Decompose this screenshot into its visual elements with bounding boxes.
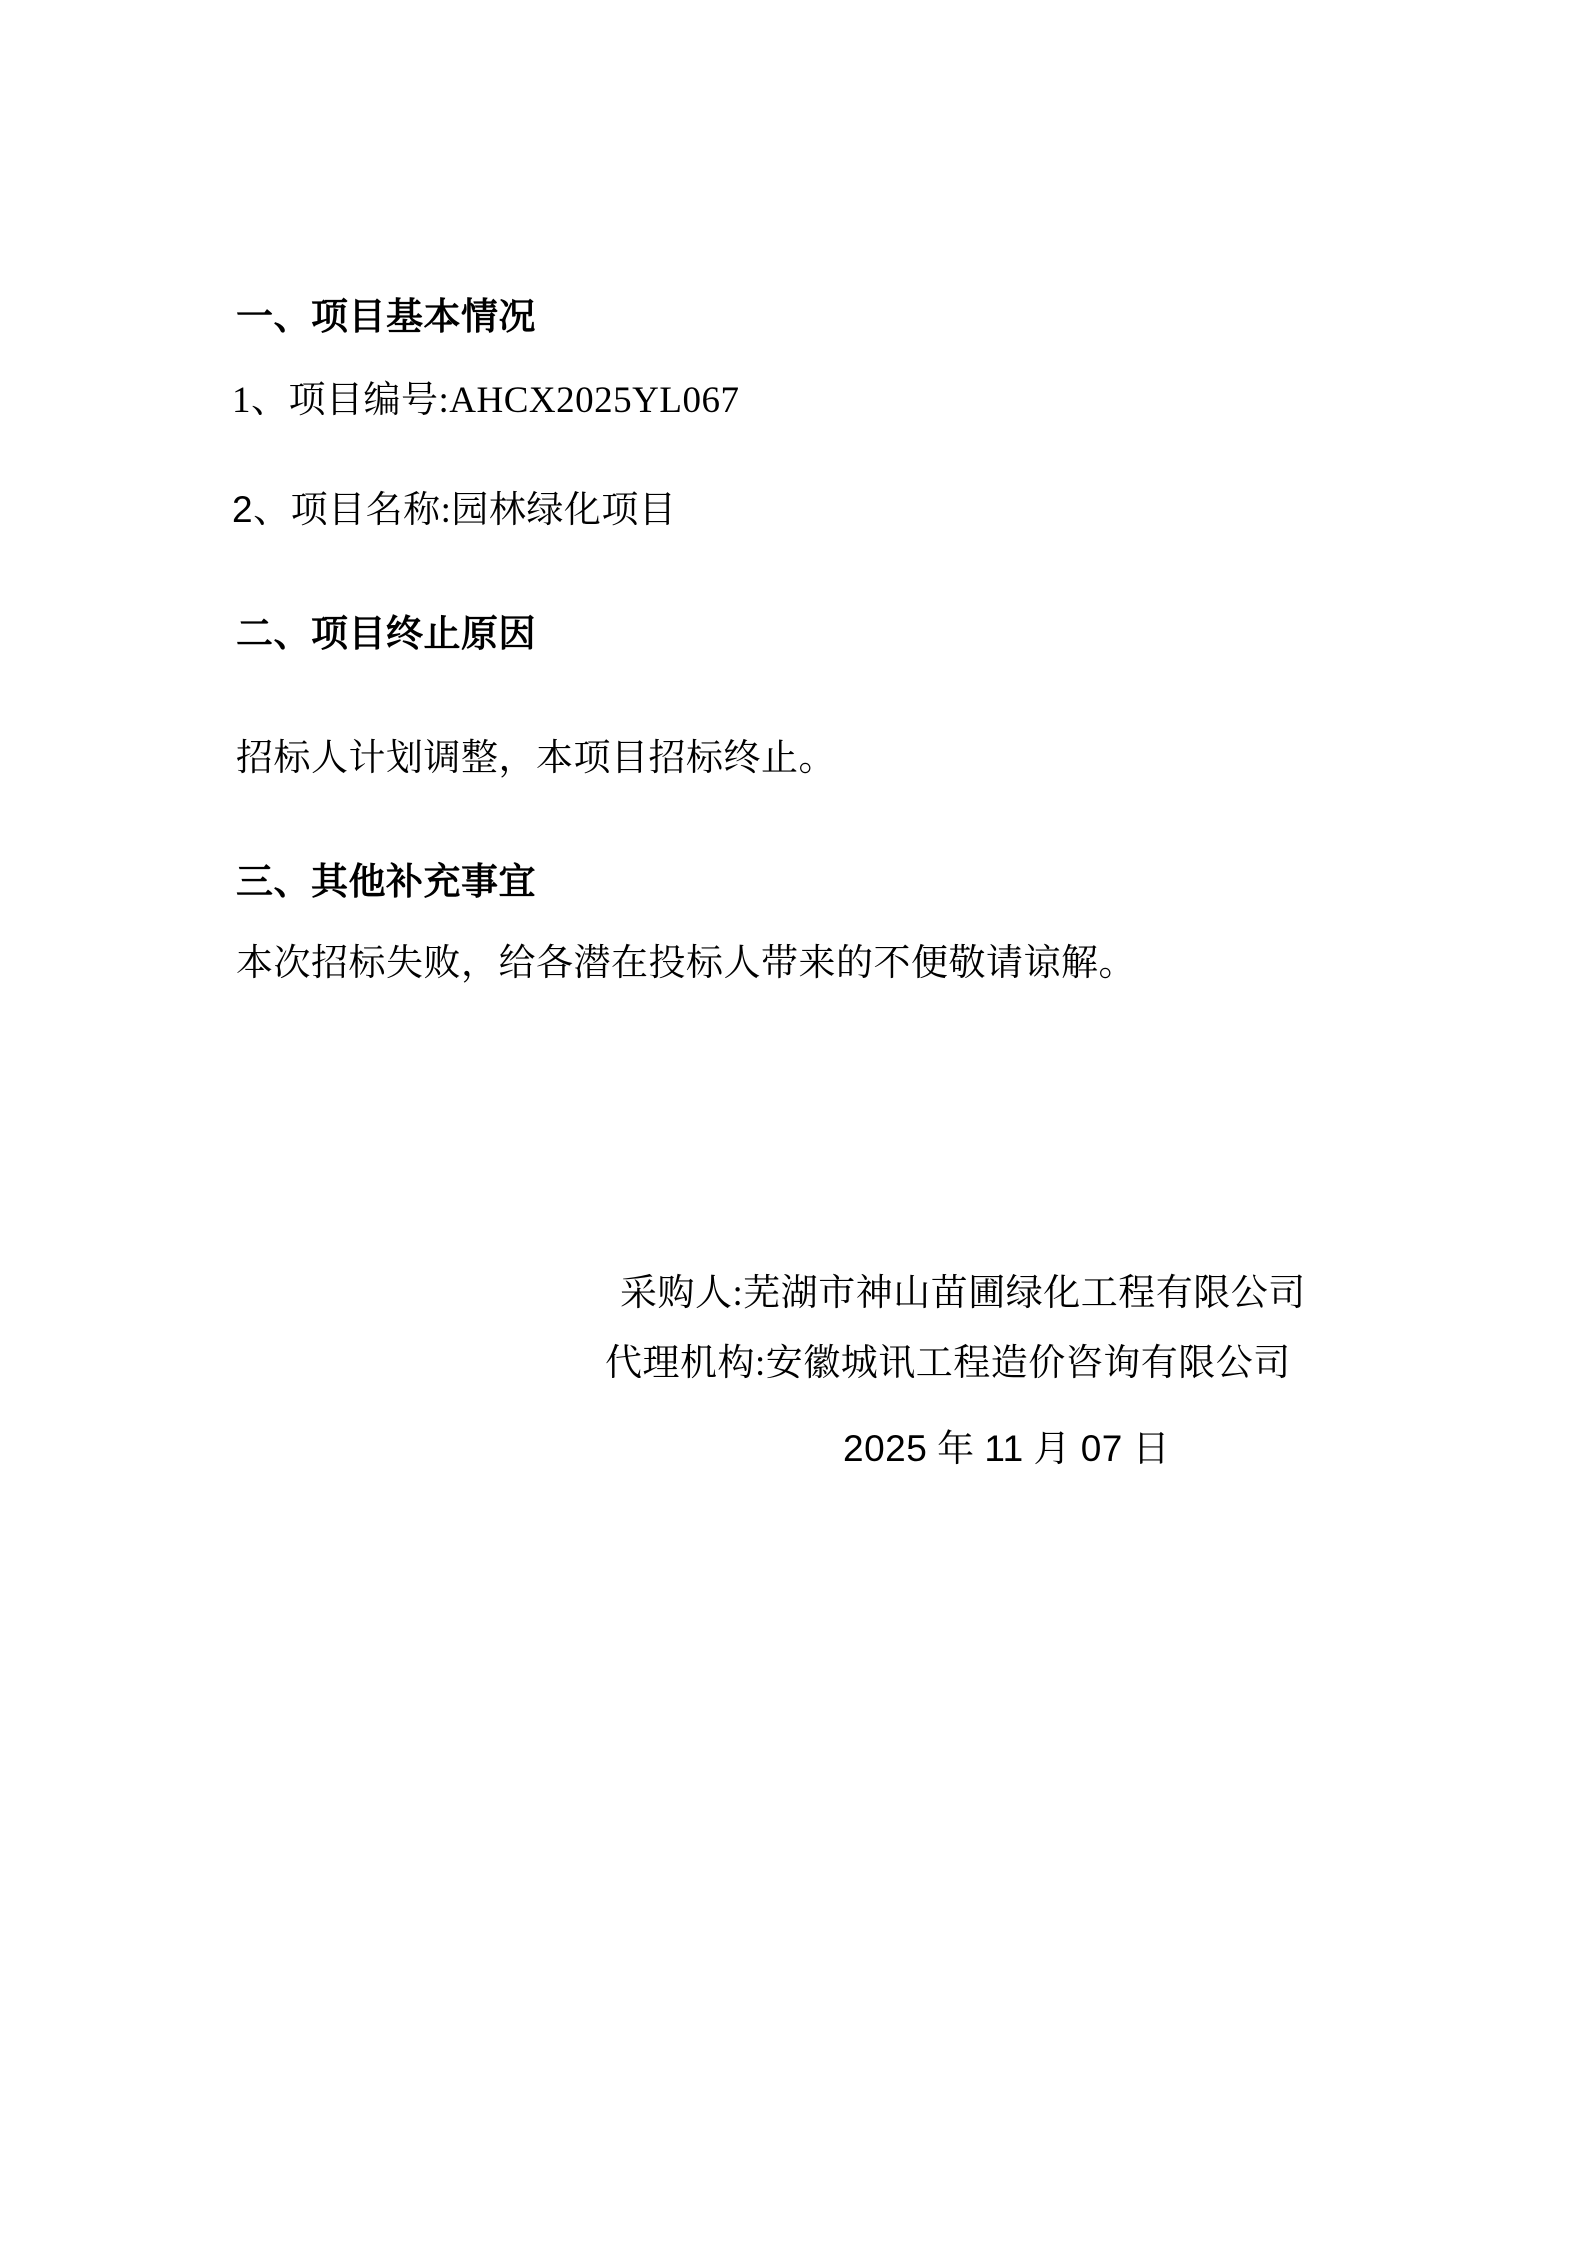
agency-value: 安徽城讯工程造价咨询有限公司 <box>765 1343 1291 1384</box>
agency-label: 代理机构: <box>605 1343 766 1384</box>
date-month-unit: 月 <box>1023 1429 1081 1470</box>
project-name-item-number: 2 <box>232 489 254 530</box>
project-name-value: 园林绿化项目 <box>451 490 677 531</box>
project-name-line <box>232 487 676 534</box>
purchaser-line <box>620 1271 1306 1317</box>
supplementary-note-paragraph: 本次招标失败，给各潜在投标人带来的不便敬请谅解。 <box>236 943 1136 984</box>
date-day-unit: 日 <box>1122 1429 1171 1470</box>
date-year-unit: 年 <box>927 1429 985 1470</box>
section-2-heading: 二、项目终止原因 <box>236 614 536 655</box>
section-1-heading: 一、项目基本情况 <box>236 297 536 338</box>
date-year: 2025 <box>843 1428 928 1469</box>
project-number-line <box>232 378 739 424</box>
purchaser-value: 芜湖市神山苗圃绿化工程有限公司 <box>743 1273 1306 1314</box>
section-3-heading: 三、其他补充事宜 <box>236 862 536 903</box>
project-name-label: 、项目名称: <box>253 490 452 531</box>
project-number-label: 1、项目编号: <box>232 380 450 421</box>
date-line <box>843 1426 1170 1473</box>
agency-line <box>605 1341 1291 1387</box>
date-day: 07 <box>1080 1428 1123 1469</box>
purchaser-label: 采购人: <box>620 1273 744 1314</box>
termination-reason-paragraph: 招标人计划调整，本项目招标终止。 <box>236 738 836 779</box>
project-number-value: AHCX2025YL067 <box>449 380 740 421</box>
date-month: 11 <box>984 1428 1024 1469</box>
